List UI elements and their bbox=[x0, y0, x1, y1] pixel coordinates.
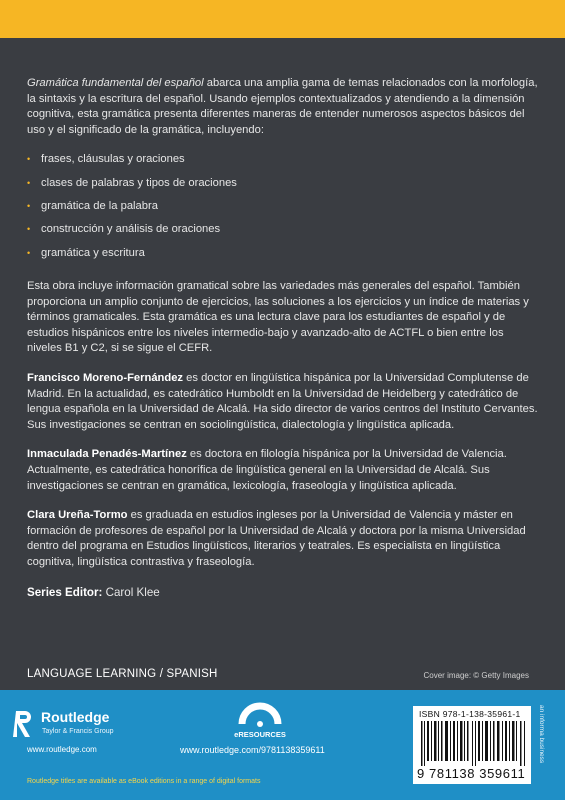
topics-list bbox=[27, 152, 539, 261]
list-item: • frases, cláusulas y oraciones bbox=[27, 152, 539, 168]
author-bio-text: es doctor en lingüística hispánica por la Universidad Complutense de Madrid. En la actualidad, es catedrático Humboldt en la Universidad de Heidelberg y catedrático de lengua española en la Universidad de Alcalá. Ha sido director de varios centros del Instituto Cervantes. Sus investigaciones se centran en sociolingüística, dialectología y lingüística aplicada. bbox=[27, 372, 538, 431]
publisher-group: Taylor & Francis Group bbox=[42, 728, 114, 735]
list-item: • gramática de la palabra bbox=[27, 199, 539, 215]
list-item: • gramática y escritura bbox=[27, 246, 539, 262]
description-paragraph: Esta obra incluye información gramatical sobre las variedades más generales del español. También proporciona un amplio conjunto de ejercicios, las soluciones a los ejercicios y un índice de materias y términos gramaticales. Esta gramática es una lectura clave para los estudiantes de español y de estudios hispánicos entre los niveles intermedio-bajo y avanzado-alto de ACTFL o bien entre los niveles B1 y C2, si se sigue el CEFR. bbox=[27, 280, 529, 355]
publisher-name: Routledge bbox=[41, 709, 110, 725]
cover-image-credit: Cover image: © Getty Images bbox=[423, 671, 529, 680]
author-name: Inmaculada Penadés-Martínez bbox=[27, 448, 187, 461]
intro-text: abarca una amplia gama de temas relacionados con la morfología, la sintaxis y la escritura del español. Usando ejemplos contextualizados y atendiendo a la dimensión cognitiva, esta gramática presenta diferentes maneras de entender numerosos aspectos básicos del uso y el significado de la gramática, incluyendo: bbox=[27, 77, 538, 136]
barcode-icon bbox=[419, 721, 529, 766]
series-editor bbox=[27, 585, 539, 601]
author-name: Clara Ureña-Tormo bbox=[27, 509, 128, 522]
resources-url[interactable]: www.routledge.com/9781138359611 bbox=[180, 745, 325, 755]
author-bio bbox=[27, 447, 539, 494]
eresources-badge-icon bbox=[234, 700, 286, 740]
top-accent-bar bbox=[0, 0, 565, 38]
series-editor-label: Series Editor: bbox=[27, 585, 103, 599]
eresources-label: eRESOURCES bbox=[234, 730, 286, 739]
intro-paragraph bbox=[27, 76, 539, 138]
author-bio bbox=[27, 508, 539, 570]
barcode-panel bbox=[413, 706, 531, 784]
author-bio-text: es doctora en filología hispánica por la Universidad de Valencia. Actualmente, es catedrática honorífica de lingüística general en la Universidad de Alcalá. Sus investigaciones se centran en gramática, lexicología, fraseología y lingüística aplicada. bbox=[27, 448, 507, 492]
book-title: Gramática fundamental del español bbox=[27, 77, 204, 89]
routledge-logo-icon bbox=[12, 709, 34, 739]
list-item: • clases de palabras y tipos de oraciones bbox=[27, 176, 539, 192]
subject-category: LANGUAGE LEARNING / SPANISH bbox=[27, 668, 218, 680]
isbn-label: ISBN 978-1-138-35961-1 bbox=[419, 709, 521, 719]
author-bio-text: es graduada en estudios ingleses por la Universidad de Valencia y máster en formación de profesores de español por la Universidad de Alcalá y doctora por la misma Universidad dentro del programa en Estudios lingüísticos, literarios y teatrales. Es especialista en lingüística cognitiva, lingüística contrastiva y fraseología. bbox=[27, 509, 526, 568]
author-name: Francisco Moreno-Fernández bbox=[27, 372, 184, 385]
publisher-url[interactable]: www.routledge.com bbox=[27, 745, 97, 754]
list-item: • construcción y análisis de oraciones bbox=[27, 222, 539, 238]
author-bio bbox=[27, 371, 539, 433]
series-editor-name: Carol Klee bbox=[102, 585, 160, 599]
publisher-band bbox=[0, 690, 565, 800]
back-cover-text bbox=[27, 76, 539, 600]
ebook-note: Routledge titles are available as eBook editions in a range of digital formats bbox=[27, 778, 261, 785]
publisher-tagline: an informa business bbox=[538, 705, 545, 764]
barcode-digits: 9 781138 359611 bbox=[417, 766, 526, 781]
